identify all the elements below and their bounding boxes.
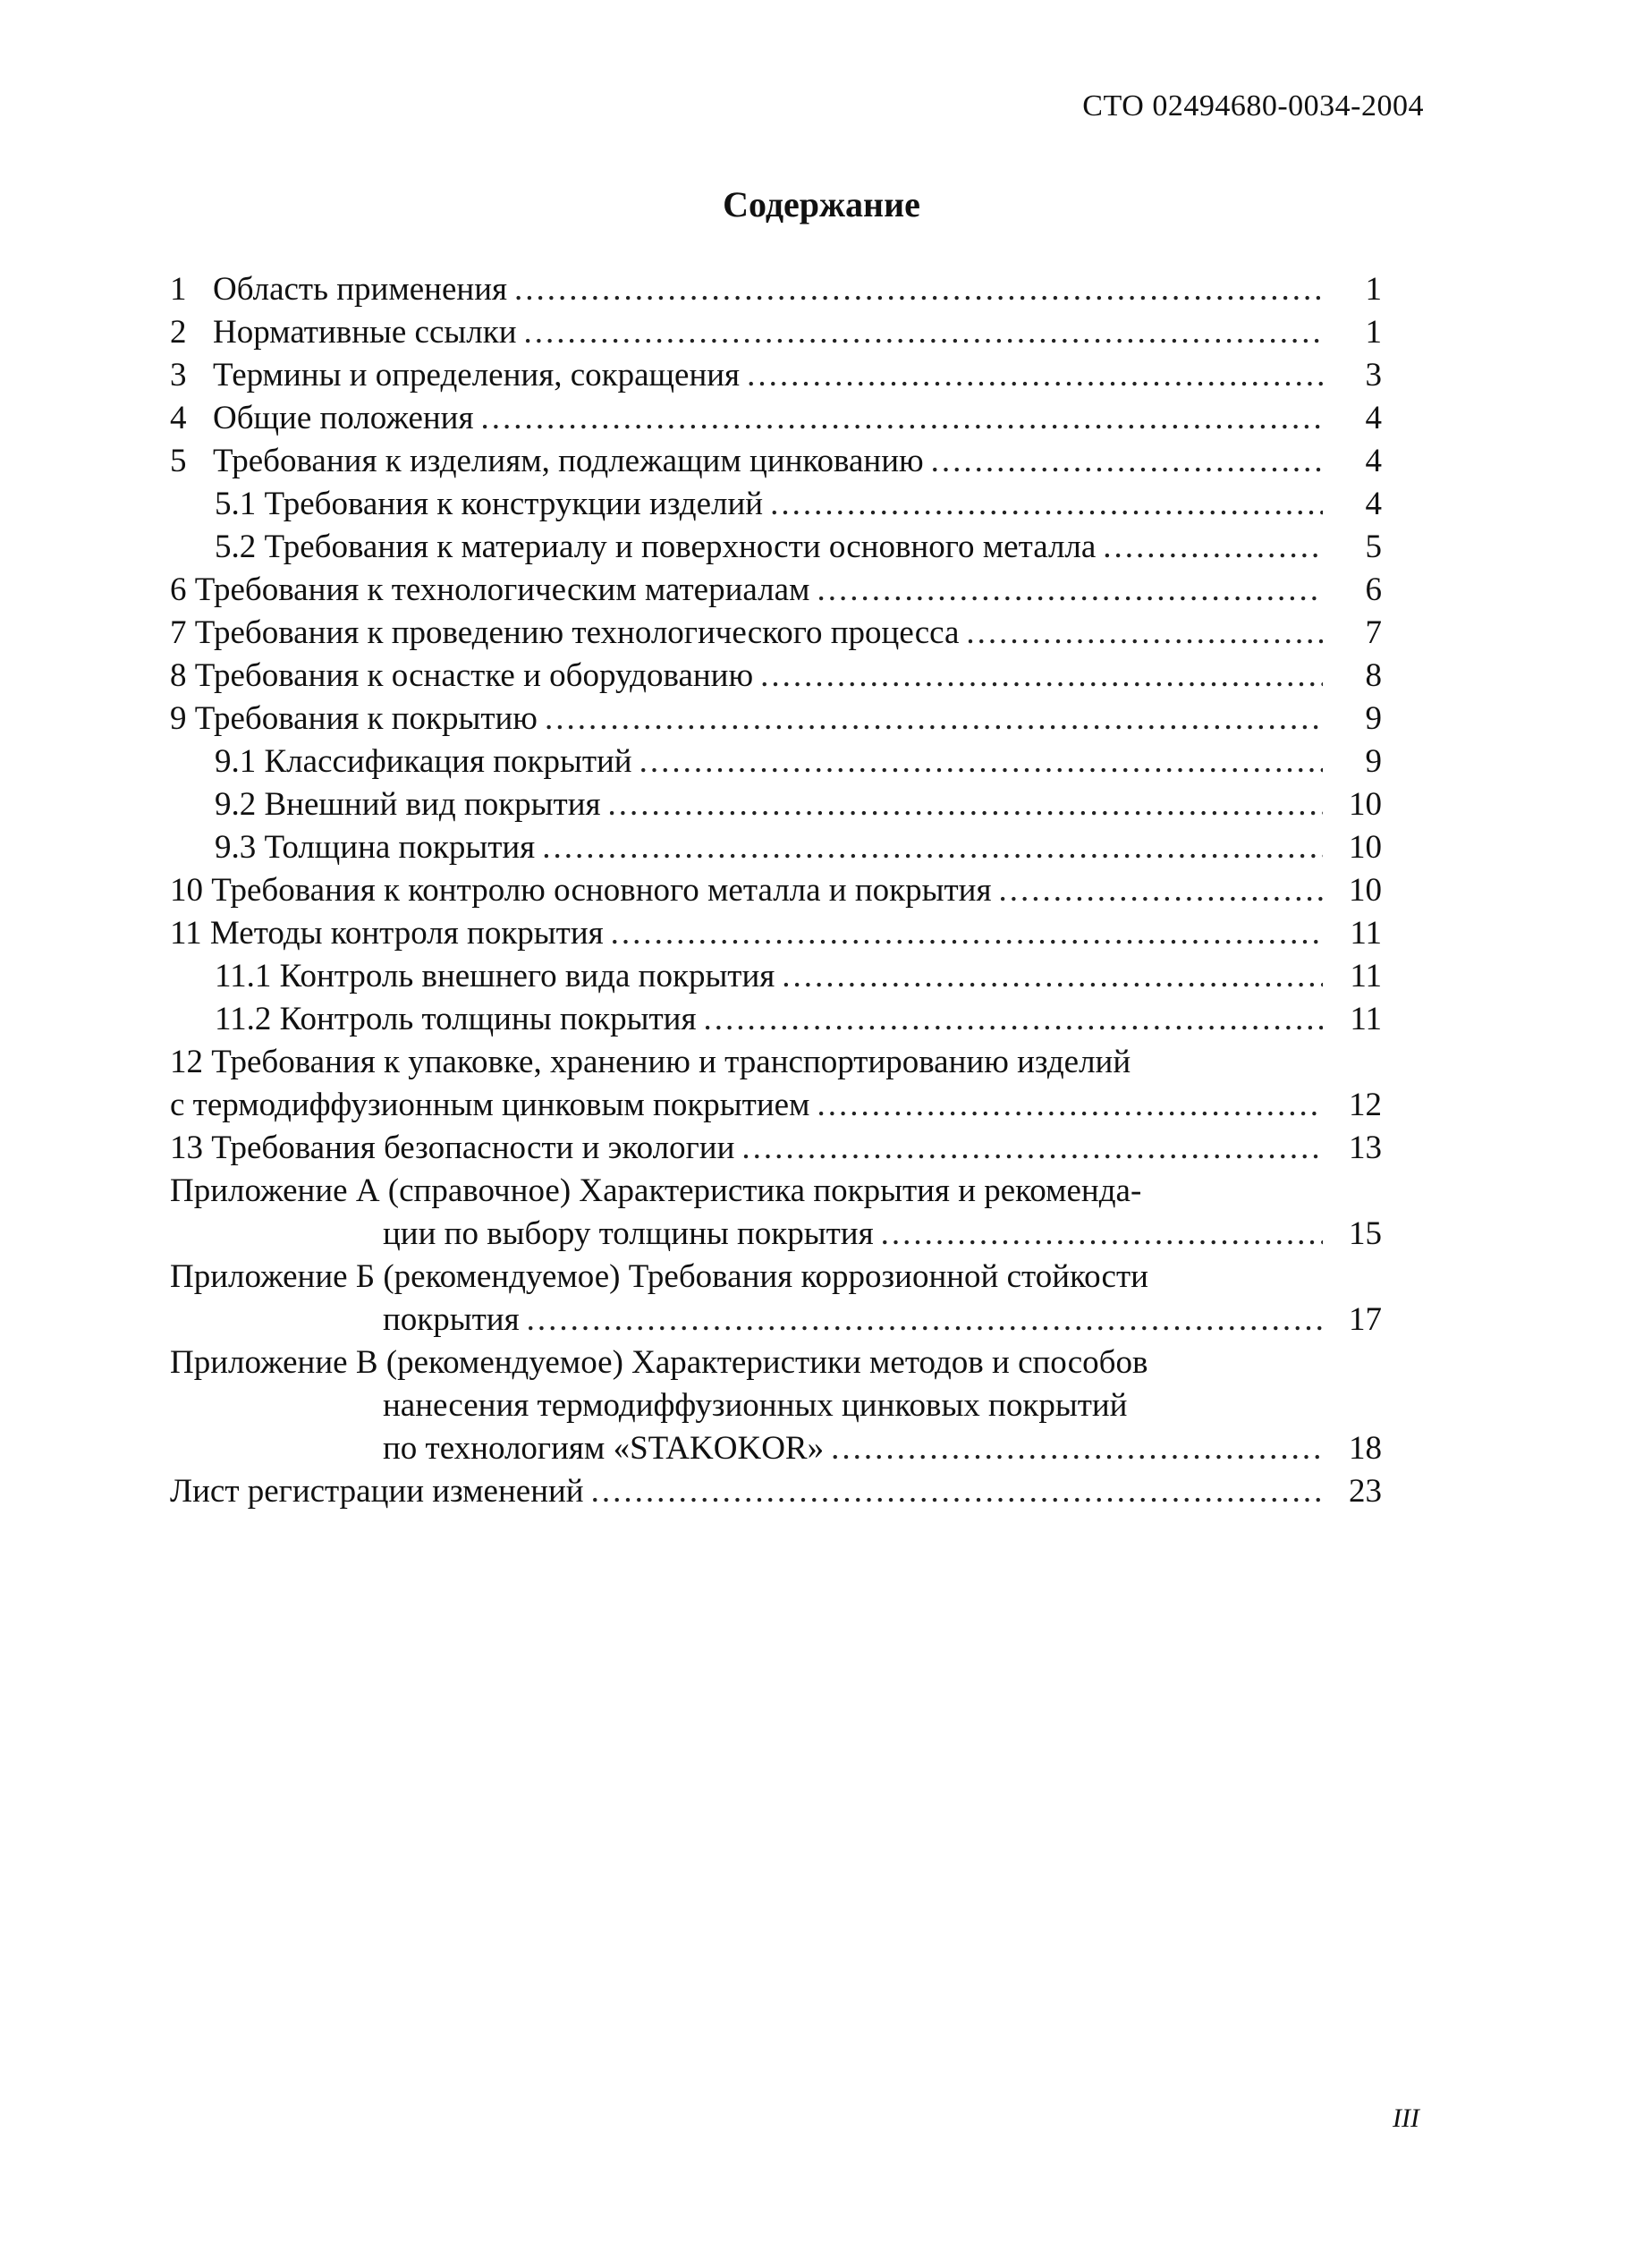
toc-entry-page: 1 — [1365, 314, 1382, 351]
toc-entry-page: 10 — [1349, 786, 1382, 823]
dot-leader — [998, 869, 1323, 912]
toc-entry-number: 3 — [170, 357, 187, 394]
dot-leader — [760, 655, 1323, 698]
dot-leader — [611, 912, 1323, 955]
toc-entry-title: 9.2 Внешний вид покрытия — [215, 786, 601, 823]
dot-leader — [527, 1299, 1323, 1341]
dot-leader — [817, 1084, 1323, 1127]
dot-leader — [514, 268, 1323, 311]
toc-entry-page: 9 — [1365, 743, 1382, 780]
toc-entry-title: 9.3 Толщина покрытия — [215, 829, 536, 866]
toc-subentry — [170, 526, 1382, 569]
toc-entry-page: 15 — [1349, 1215, 1382, 1252]
toc-entry-title: 11.1 Контроль внешнего вида покрытия — [215, 958, 775, 994]
toc-entry — [170, 569, 1382, 612]
toc-entry-page: 11 — [1350, 915, 1382, 952]
toc-entry-page: 11 — [1350, 958, 1382, 994]
toc-entry-title: Термины и определения, сокращения — [213, 357, 741, 394]
document-code: СТО 02494680-0034-2004 — [1082, 89, 1424, 123]
dot-leader — [770, 483, 1323, 526]
toc-entry-title-line: покрытия — [383, 1301, 520, 1338]
contents-title: Содержание — [723, 184, 920, 224]
toc-subentry — [170, 826, 1382, 869]
dot-leader — [817, 569, 1323, 612]
dot-leader — [782, 955, 1323, 998]
dot-leader — [831, 1427, 1323, 1470]
toc-entry-title: 9 Требования к покрытию — [170, 700, 538, 737]
toc-entry — [170, 698, 1382, 740]
toc-entry-page: 12 — [1349, 1087, 1382, 1123]
toc-entry-title: 9.1 Классификация покрытий — [215, 743, 632, 780]
toc-entry-title: Нормативные ссылки — [213, 314, 517, 351]
toc-entry — [170, 397, 1382, 440]
toc-entry-page: 18 — [1349, 1430, 1382, 1467]
toc-subentry — [170, 998, 1382, 1041]
toc-entry — [170, 1127, 1382, 1170]
toc-entry-page: 4 — [1365, 400, 1382, 436]
toc-entry-page: 3 — [1365, 357, 1382, 394]
toc-entry-page: 10 — [1349, 829, 1382, 866]
toc-entry-title: 7 Требования к проведению технологического процесса — [170, 614, 960, 651]
dot-leader — [747, 354, 1323, 397]
toc-entry-page: 13 — [1349, 1130, 1382, 1166]
toc-entry — [170, 612, 1382, 655]
toc-entry — [170, 912, 1382, 955]
toc-entry — [170, 311, 1382, 354]
dot-leader — [966, 612, 1323, 655]
dot-leader — [524, 311, 1323, 354]
toc-entry-page: 17 — [1349, 1301, 1382, 1338]
dot-leader — [1103, 526, 1323, 569]
toc-entry — [170, 1470, 1382, 1513]
toc-entry-title-line: ции по выбору толщины покрытия — [383, 1215, 874, 1252]
toc-entry — [170, 1041, 1382, 1127]
page-number: III — [1393, 2103, 1419, 2133]
toc-entry-number: 4 — [170, 400, 187, 436]
toc-subentry — [170, 783, 1382, 826]
toc-entry — [170, 268, 1382, 311]
toc-entry-page: 6 — [1365, 571, 1382, 608]
dot-leader — [608, 783, 1323, 826]
toc-entry-page: 23 — [1349, 1473, 1382, 1510]
toc-entry-page: 5 — [1365, 529, 1382, 565]
toc-appendix-entry — [170, 1256, 1382, 1341]
toc-entry-page: 1 — [1365, 271, 1382, 308]
toc-subentry — [170, 483, 1382, 526]
dot-leader — [545, 698, 1323, 740]
toc-subentry — [170, 955, 1382, 998]
table-of-contents — [170, 268, 1382, 1513]
toc-entry-title-line: 12 Требования к упаковке, хранению и транспортированию изделий — [170, 1044, 1131, 1080]
toc-entry-title-line: Приложение А (справочное) Характеристика покрытия и рекоменда- — [170, 1172, 1142, 1209]
toc-entry-number: 1 — [170, 271, 187, 308]
toc-entry-title: 5.2 Требования к материалу и поверхности основного металла — [215, 529, 1097, 565]
dot-leader — [881, 1213, 1323, 1256]
dot-leader — [931, 440, 1323, 483]
toc-entry-title: 6 Требования к технологическим материалам — [170, 571, 810, 608]
toc-entry — [170, 869, 1382, 912]
toc-entry-title: 11 Методы контроля покрытия — [170, 915, 604, 952]
toc-entry — [170, 440, 1382, 483]
toc-entry-page: 11 — [1350, 1001, 1382, 1037]
toc-entry-page: 10 — [1349, 872, 1382, 909]
toc-entry-title: Требования к изделиям, подлежащим цинкованию — [213, 443, 924, 479]
toc-entry-title: 8 Требования к оснастке и оборудованию — [170, 657, 754, 694]
toc-entry-page: 9 — [1365, 700, 1382, 737]
toc-entry-title-line: по технологиям «STAKOKOR» — [383, 1430, 825, 1467]
toc-entry-title-line: Приложение В (рекомендуемое) Характеристики методов и способов — [170, 1344, 1148, 1381]
dot-leader — [542, 826, 1323, 869]
toc-entry-number: 5 — [170, 443, 187, 479]
toc-entry-number: 2 — [170, 314, 187, 351]
toc-entry-title: 11.2 Контроль толщины покрытия — [215, 1001, 697, 1037]
toc-appendix-entry — [170, 1170, 1382, 1256]
toc-appendix-entry — [170, 1341, 1382, 1470]
dot-leader — [703, 998, 1323, 1041]
dot-leader — [741, 1127, 1323, 1170]
toc-entry-page: 8 — [1365, 657, 1382, 694]
toc-entry-title-line: Приложение Б (рекомендуемое) Требования коррозионной стойкости — [170, 1258, 1148, 1295]
toc-entry-page: 4 — [1365, 443, 1382, 479]
dot-leader — [480, 397, 1323, 440]
toc-entry-title: Общие положения — [213, 400, 474, 436]
toc-entry-page: 7 — [1365, 614, 1382, 651]
toc-entry — [170, 655, 1382, 698]
toc-entry-title-line: с термодиффузионным цинковым покрытием — [170, 1087, 810, 1123]
toc-entry-title: Область применения — [213, 271, 508, 308]
toc-entry-page: 4 — [1365, 486, 1382, 522]
toc-entry-title: 13 Требования безопасности и экологии — [170, 1130, 735, 1166]
toc-entry — [170, 354, 1382, 397]
toc-entry-title: Лист регистрации изменений — [170, 1473, 584, 1510]
toc-subentry — [170, 740, 1382, 783]
dot-leader — [591, 1470, 1323, 1513]
toc-entry-title-line: нанесения термодиффузионных цинковых покрытий — [383, 1387, 1128, 1424]
toc-entry-title: 5.1 Требования к конструкции изделий — [215, 486, 764, 522]
dot-leader — [639, 740, 1323, 783]
toc-entry-title: 10 Требования к контролю основного металла и покрытия — [170, 872, 992, 909]
